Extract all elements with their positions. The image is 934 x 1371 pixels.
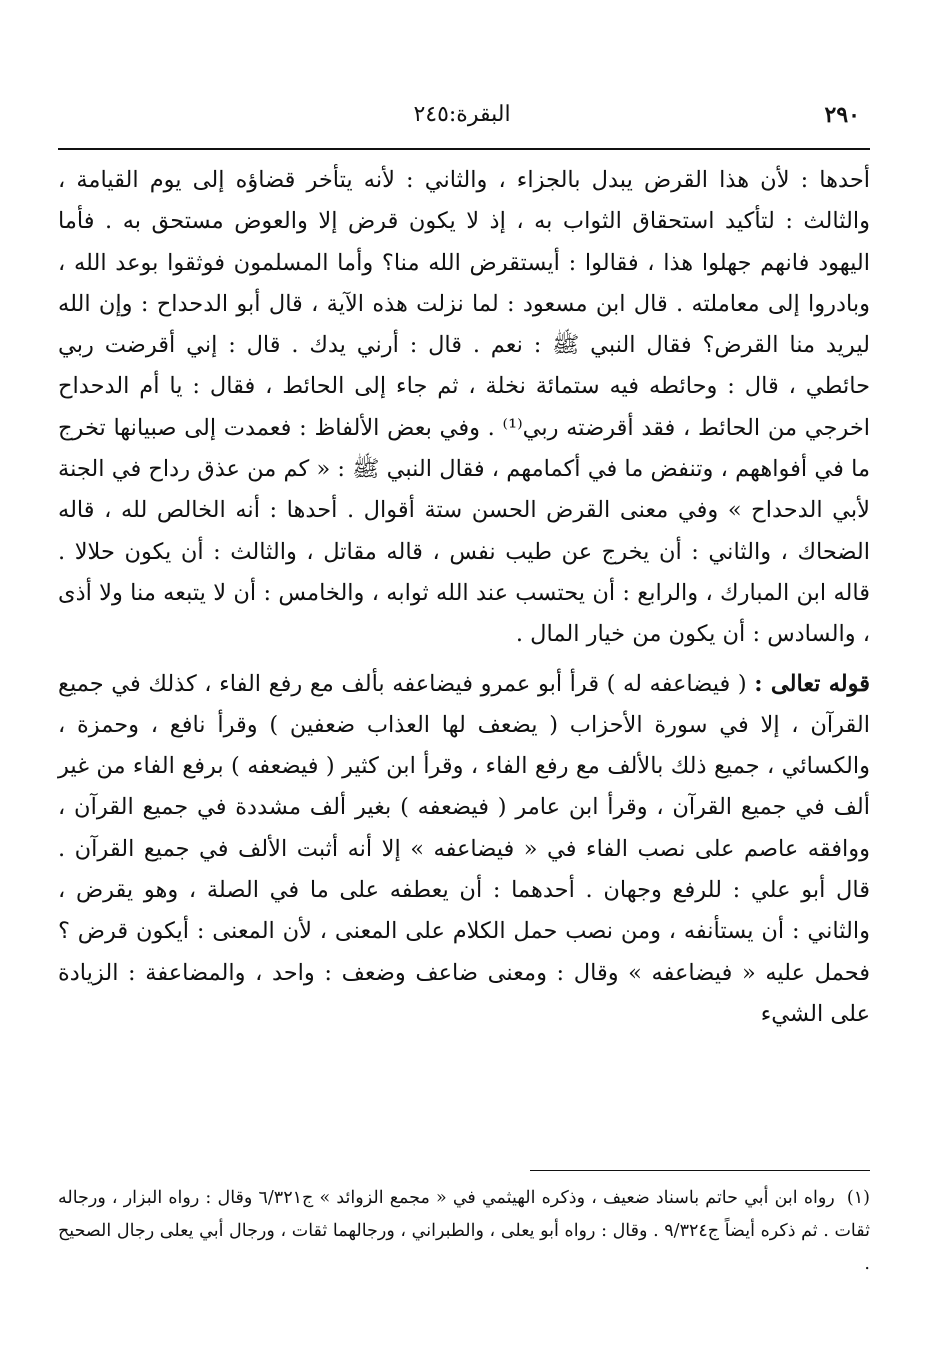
running-header (60, 98, 864, 138)
page-number: ٢٩٠ (824, 102, 860, 128)
footnote-1-marker: (١) (846, 1188, 870, 1208)
footnote-1-text: رواه ابن أبي حاتم باسناد ضعيف ، وذكره الهيثمي في « مجمع الزوائد » ج٦/٣٢١ وقال : رواه البزار ، ورجاله ثقات . ثم ذكره أيضاً ج٩/٣٢٤ . وقال : رواه أبو يعلى ، والطبراني ، ورجالهما ثقات ، ورجال أبي يعلى رجال الصحيح . (58, 1188, 870, 1274)
main-text (58, 160, 870, 1035)
chapter-verse-title: البقرة:٢٤٥ (413, 102, 511, 127)
header-divider (58, 148, 870, 150)
paragraph-1-text: أحدها : لأن هذا القرض يبدل بالجزاء ، والثاني : لأنه يتأخر قضاؤه إلى يوم القيامة ، والثالث : لتأكيد استحقاق الثواب به ، إذ لا يكون قرض إلا والعوض مستحق به . فأما اليهود فانهم جهلوا هذا ، فقالوا : أيستقرض الله منا؟ وأما المسلمون فوثقوا بوعد الله ، وبادروا إلى معاملته . قال ابن مسعود : لما نزلت هذه الآية ، قال أبو الدحداح : وإن الله ليريد منا القرض؟ فقال النبي ﷺ : نعم . قال : أرني يدك . قال : إني أقرضت ربي حائطي ، قال : وحائطه فيه ستمائة نخلة ، ثم جاء إلى الحائط ، فقال : يا أم الدحداح اخرجي من الحائط ، فقد أقرضته ربي⁽¹⁾ . وفي بعض الألفاظ : فعمدت إلى صبيانها تخرج ما في أفواههم ، وتنفض ما في أكمامهم ، فقال النبي ﷺ : « كم من عذق رداح في الجنة لأبي الدحداح » وفي معنى القرض الحسن ستة أقوال . أحدها : أنه الخالص لله ، قاله الضحاك ، والثاني : أن يخرج عن طيب نفس ، قاله مقاتل ، والثالث : أن يكون حلالا . قاله ابن المبارك ، والرابع : أن يحتسب عند الله ثوابه ، والخامس : أن لا يتبعه منا ولا أذى ، والسادس : أن يكون من خيار المال . (58, 167, 870, 648)
paragraph-2-text: ( فيضاعفه له ) قرأ أبو عمرو فيضاعفه بألف مع رفع الفاء ، كذلك في جميع القرآن ، إلا في سورة الأحزاب ( يضعف لها العذاب ضعفين ) وقرأ نافع ، وحمزة ، والكسائي ، جميع ذلك بالألف مع رفع الفاء ، وقرأ ابن كثير ( فيضعفه ) برفع الفاء من غير ألف في جميع القرآن ، وقرأ ابن عامر ( فيضعفه ) بغير ألف مشددة في جميع القرآن ، ووافقه عاصم على نصب الفاء في « فيضاعفه » إلا أنه أثبت الألف في جميع القرآن . قال أبو علي : للرفع وجهان . أحدهما : أن يعطفه على ما في الصلة ، وهو يقرض ، والثاني : أن يستأنفه ، ومن نصب حمل الكلام على المعنى ، لأن المعنى : أيكون قرض ؟ فحمل عليه « فيضاعفه » وقال : ومعنى ضاعف وضعف : واحد ، والمضاعفة : الزيادة على الشيء (58, 670, 870, 1027)
paragraph-2 (58, 664, 870, 1036)
paragraph-1 (58, 160, 870, 656)
footnote-1 (58, 1182, 870, 1281)
paragraph-2-lead: قوله تعالى : (754, 670, 870, 697)
footnote-divider (530, 1170, 870, 1171)
